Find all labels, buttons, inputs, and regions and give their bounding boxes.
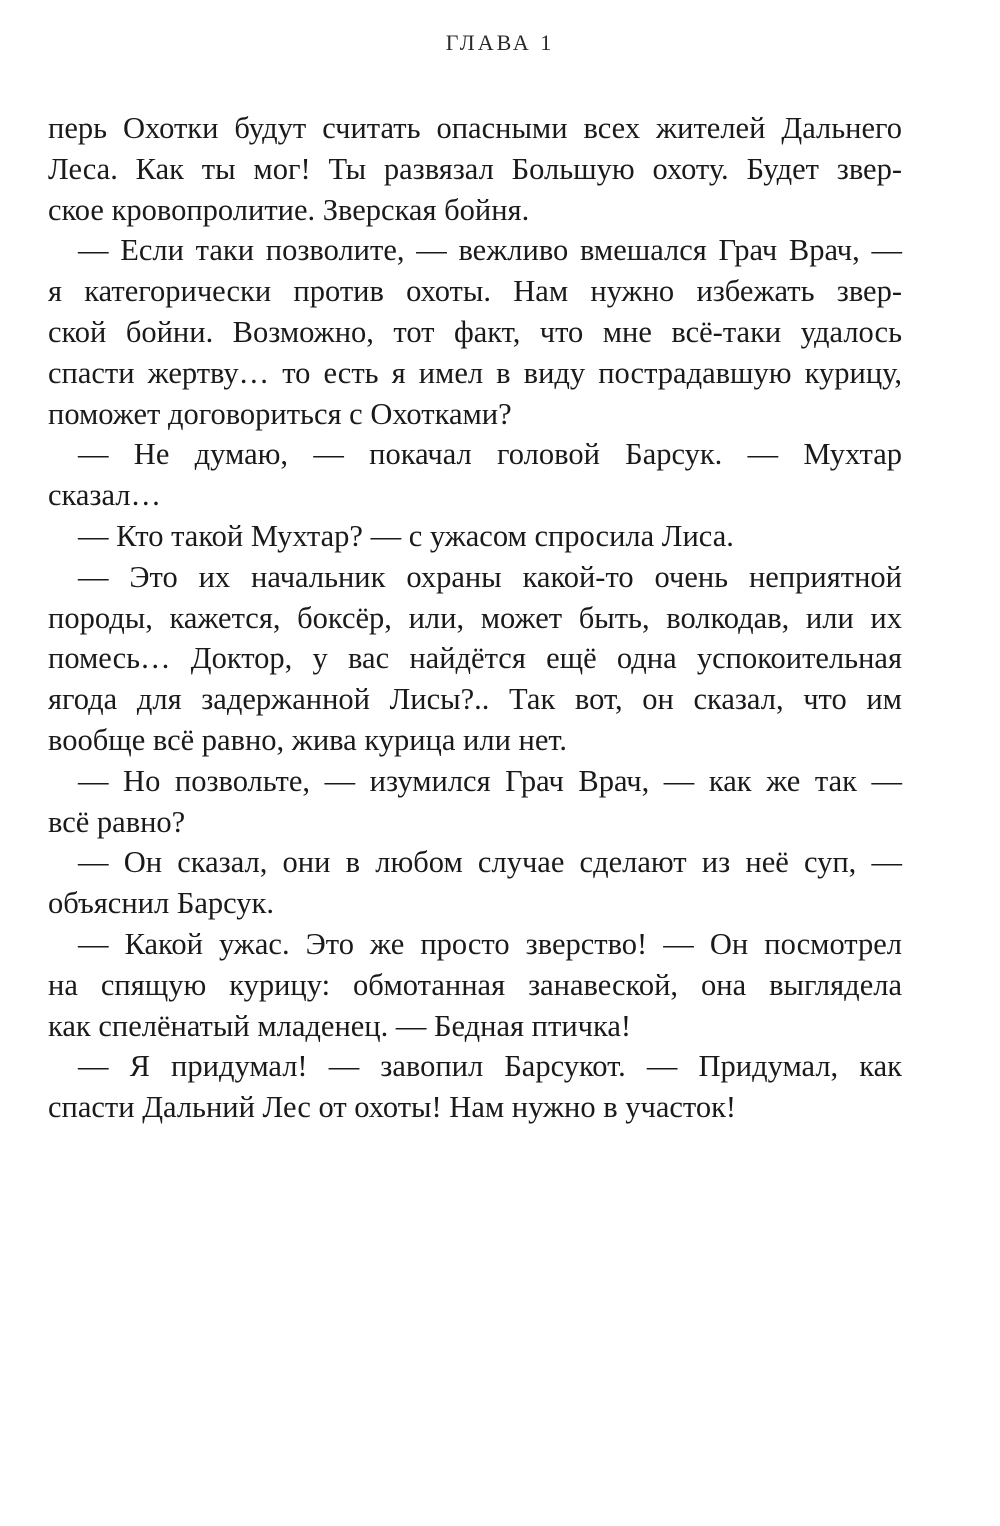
text-line: на спящую курицу: обмотанная занавеской, она выглядела xyxy=(48,967,902,1002)
text-line: всё равно? xyxy=(48,804,186,839)
text-line: спасти Дальний Лес от охоты! Нам нужно в участок! xyxy=(48,1090,737,1125)
text-line: помесь… Доктор, у вас найдётся ещё одна успокоительная xyxy=(48,641,902,676)
text-line: — Кто такой Мухтар? — с ужасом спросила Лиса. xyxy=(78,518,734,553)
text-line: — Но позвольте, — изумился Грач Врач, — как же так — xyxy=(78,763,902,798)
text-line: — Не думаю, — покачал головой Барсук. — Мухтар xyxy=(78,437,902,472)
text-line: породы, кажется, боксёр, или, может быть, волкодав, или их xyxy=(48,600,902,635)
text-line: — Это их начальник охраны какой-то очень неприятной xyxy=(78,559,902,594)
text-line: Леса. Как ты мог! Ты развязал Большую охоту. Будет звер- xyxy=(48,151,902,186)
text-line: — Я придумал! — завопил Барсукот. — Придумал, как xyxy=(78,1049,902,1084)
text-line: сказал… xyxy=(48,478,162,513)
chapter-header: ГЛАВА 1 xyxy=(445,30,555,55)
text-line: поможет договориться с Охотками? xyxy=(48,396,512,431)
text-line: ской бойни. Возможно, тот факт, что мне всё-таки удалось xyxy=(48,314,902,349)
text-line: спасти жертву… то есть я имел в виду пострадавшую курицу, xyxy=(48,355,902,390)
text-line: вообще всё равно, жива курица или нет. xyxy=(48,722,568,757)
text-line: я категорически против охоты. Нам нужно избежать звер- xyxy=(48,274,902,309)
body-text xyxy=(48,108,902,1128)
text-line: как спелёнатый младенец. — Бедная птичка! xyxy=(48,1008,632,1043)
text-line: объяснил Барсук. xyxy=(48,886,274,921)
text-line: ягода для задержанной Лисы?.. Так вот, он сказал, что им xyxy=(48,682,902,717)
text-line: — Если таки позволите, — вежливо вмешался Грач Врач, — xyxy=(78,233,902,268)
text-line: перь Охотки будут считать опасными всех жителей Дальнего xyxy=(48,111,902,145)
text-line: — Какой ужас. Это же просто зверство! — Он посмотрел xyxy=(78,926,902,961)
text-line: — Он сказал, они в любом случае сделают из неё суп, — xyxy=(78,845,902,880)
text-line: ское кровопролитие. Зверская бойня. xyxy=(48,192,530,227)
